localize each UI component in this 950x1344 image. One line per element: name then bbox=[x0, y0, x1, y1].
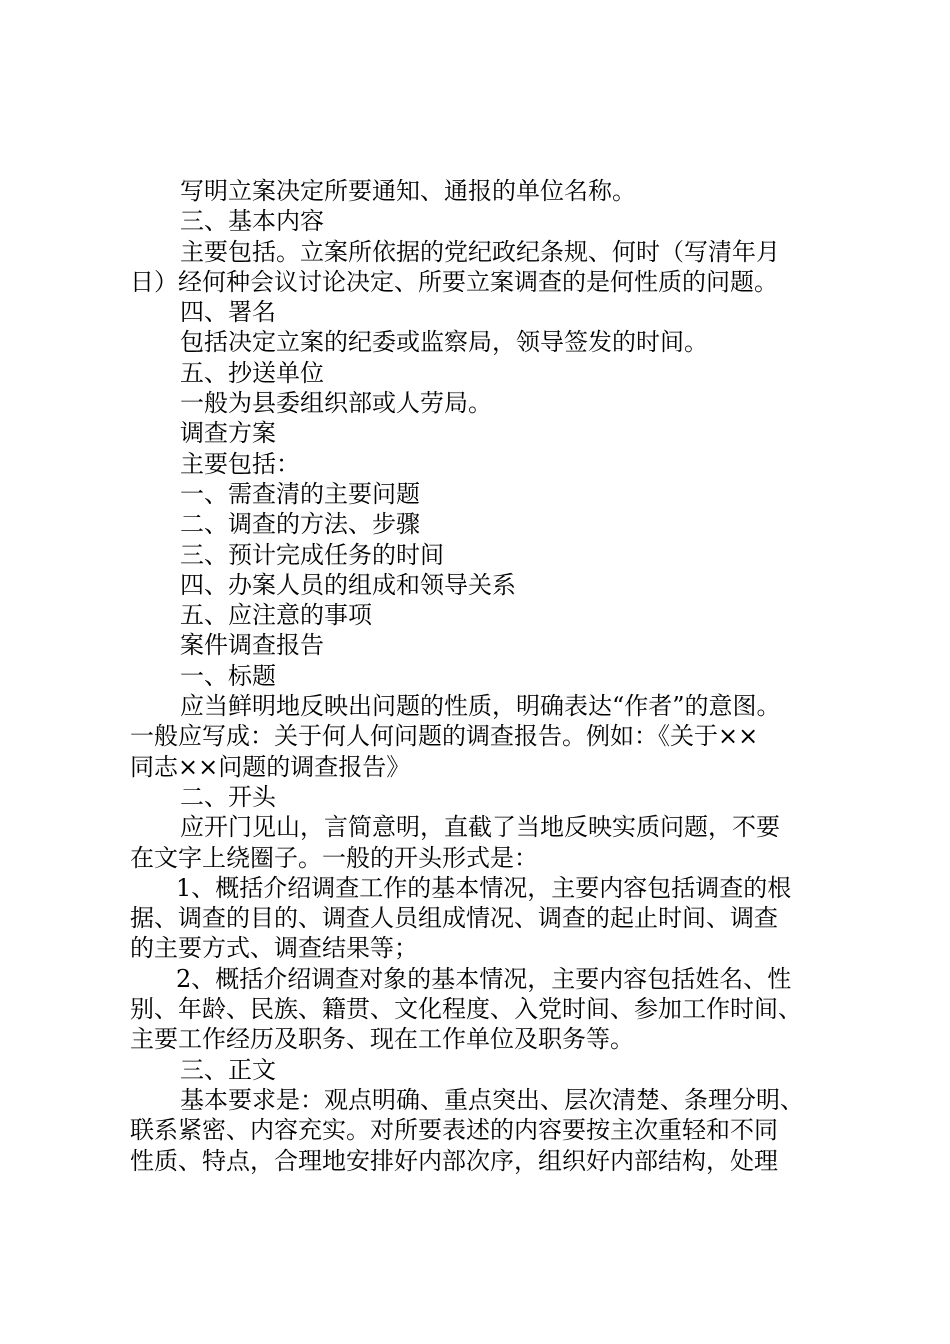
text-line: 一般应写成：关于何人何问题的调查报告。例如：《关于×× bbox=[130, 722, 759, 751]
text-line: 性质、特点，合理地安排好内部次序，组织好内部结构，处理 bbox=[130, 1146, 778, 1175]
text-line: 主要工作经历及职务、现在工作单位及职务等。 bbox=[130, 1025, 634, 1054]
text-line: 包括决定立案的纪委或监察局，领导签发的时间。 bbox=[180, 328, 708, 357]
text-line: 的主要方式、调查结果等； bbox=[130, 934, 418, 963]
section-heading: 五、抄送单位 bbox=[180, 358, 324, 387]
document-body bbox=[130, 176, 840, 1176]
section-title: 案件调查报告 bbox=[180, 631, 324, 660]
text-line: 应开门见山，言简意明，直截了当地反映实质问题，不要 bbox=[180, 813, 780, 842]
text-line: 同志××问题的调查报告》 bbox=[130, 752, 411, 781]
text-line: 日）经何种会议讨论决定、所要立案调查的是何性质的问题。 bbox=[130, 267, 778, 296]
text-line: 主要包括： bbox=[180, 449, 300, 478]
text-line: 别、年龄、民族、籍贯、文化程度、入党时间、参加工作时间、 bbox=[130, 995, 802, 1024]
list-item: 一、需查清的主要问题 bbox=[180, 479, 420, 508]
text-line: 基本要求是：观点明确、重点突出、层次清楚、条理分明、 bbox=[180, 1085, 804, 1114]
list-item: 二、调查的方法、步骤 bbox=[180, 510, 420, 539]
section-heading: 一、标题 bbox=[180, 661, 276, 690]
section-heading: 四、署名 bbox=[180, 298, 276, 327]
list-item: 三、预计完成任务的时间 bbox=[180, 540, 444, 569]
section-heading: 二、开头 bbox=[180, 782, 276, 811]
section-title: 调查方案 bbox=[180, 419, 276, 448]
text-line: 联系紧密、内容充实。对所要表述的内容要按主次重轻和不同 bbox=[130, 1116, 778, 1145]
list-item: 五、应注意的事项 bbox=[180, 601, 372, 630]
list-item: 四、办案人员的组成和领导关系 bbox=[180, 570, 516, 599]
text-line: 应当鲜明地反映出问题的性质，明确表达“作者”的意图。 bbox=[180, 692, 781, 721]
text-line: 据、调查的目的、调查人员组成情况、调查的起止时间、调查 bbox=[130, 904, 778, 933]
text-line: 主要包括。立案所依据的党纪政纪条规、何时（写清年月 bbox=[180, 237, 780, 266]
text-line: 一般为县委组织部或人劳局。 bbox=[180, 389, 492, 418]
text-line: 2、概括介绍调查对象的基本情况，主要内容包括姓名、性 bbox=[176, 964, 792, 993]
text-line: 在文字上绕圈子。一般的开头形式是： bbox=[130, 843, 538, 872]
text-line: 1、概括介绍调查工作的基本情况，主要内容包括调查的根 bbox=[176, 873, 792, 902]
section-heading: 三、基本内容 bbox=[180, 207, 324, 236]
section-heading: 三、正文 bbox=[180, 1055, 276, 1084]
text-line: 写明立案决定所要通知、通报的单位名称。 bbox=[180, 177, 636, 205]
